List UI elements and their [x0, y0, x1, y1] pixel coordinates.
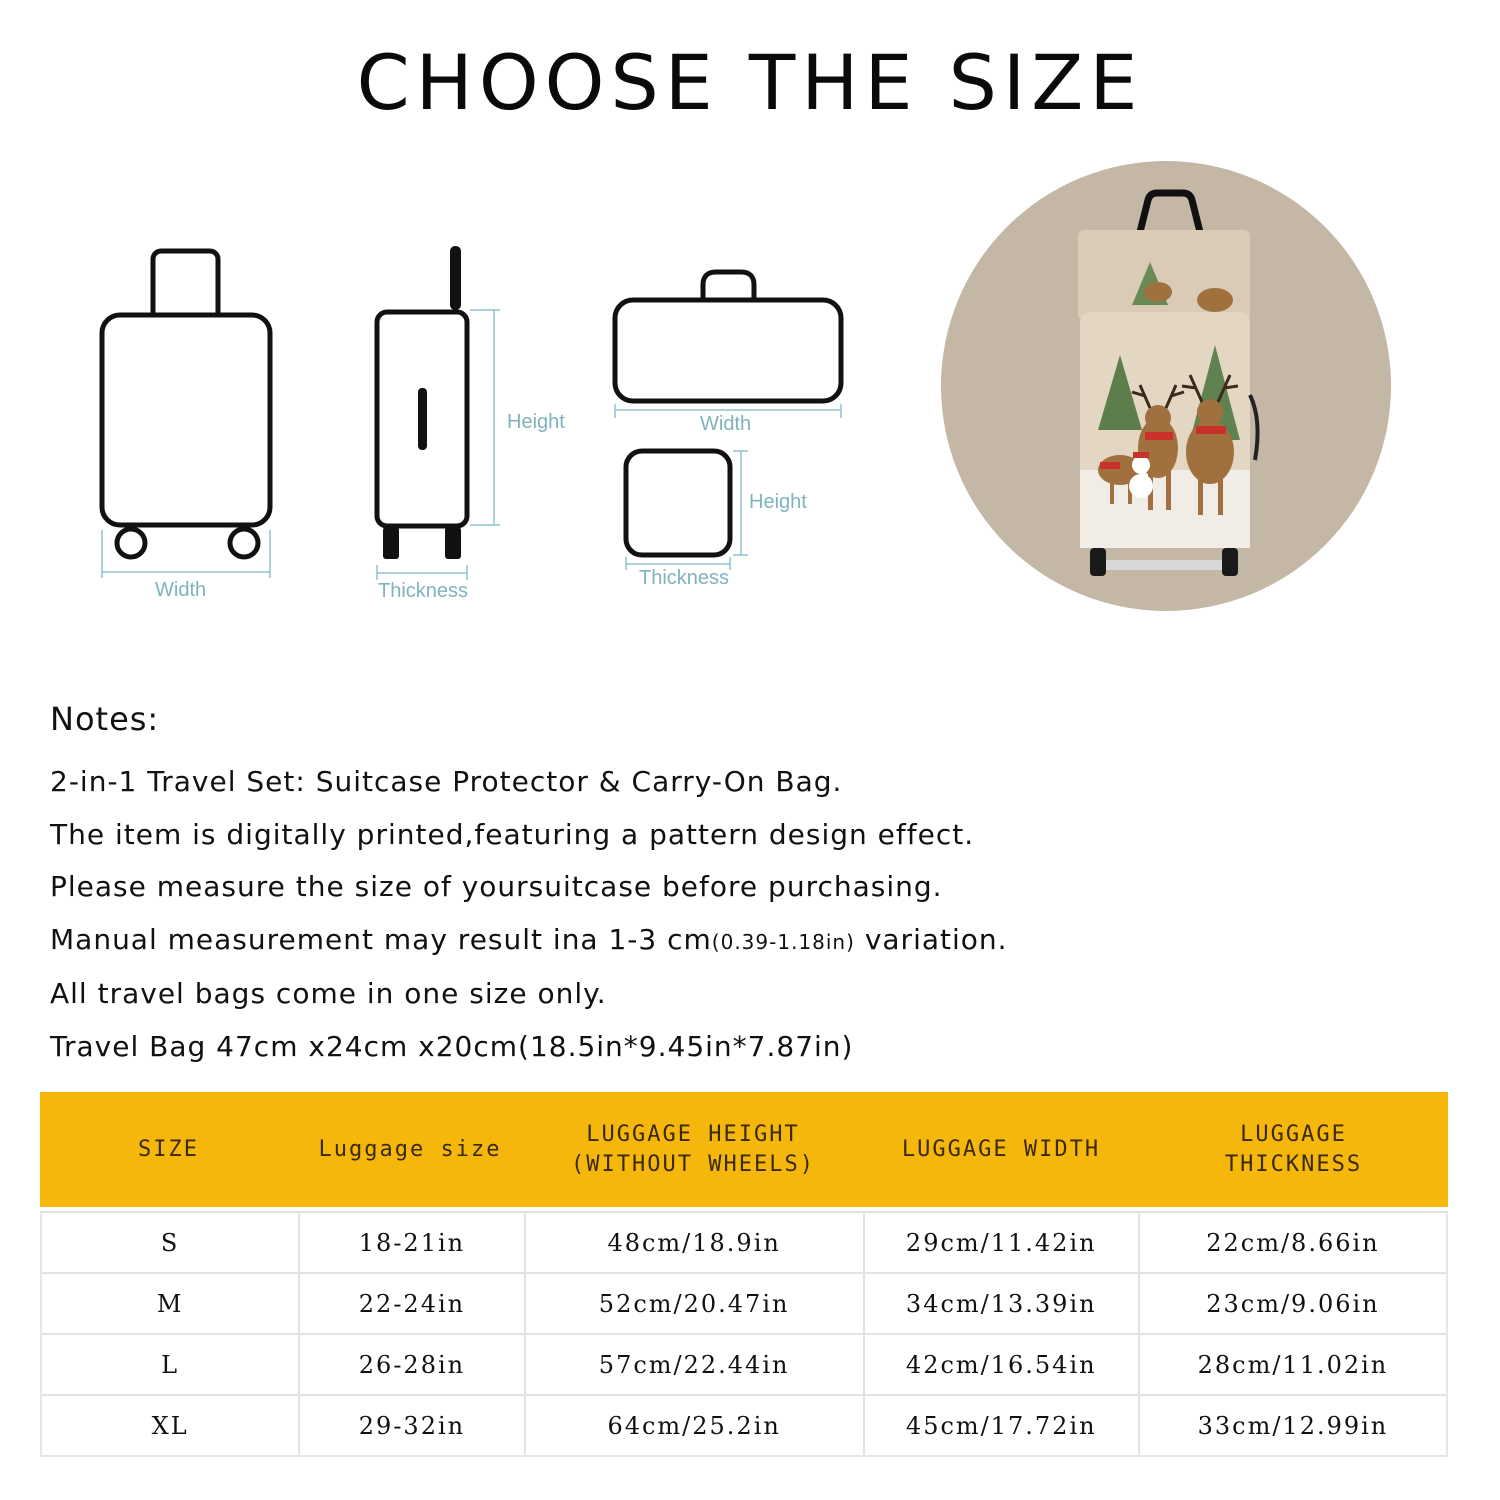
note-line-2: The item is digitally printed,featuring a pattern design effect. — [50, 817, 975, 851]
height-cell: 52cm/20.47in — [524, 1274, 863, 1333]
suitcase-height-label: Height — [507, 411, 565, 433]
note-line-4-inch-range: (0.39-1.18in) — [711, 929, 855, 954]
height-cell: 57cm/22.44in — [524, 1335, 863, 1394]
size-cell: M — [156, 1289, 184, 1318]
table-row — [42, 1394, 1446, 1455]
table-row — [42, 1211, 1446, 1272]
note-line-4-tail: variation. — [854, 922, 1008, 956]
travel-bag-top-icon — [615, 272, 841, 401]
thickness-cell: 23cm/9.06in — [1138, 1274, 1446, 1333]
note-line-5: All travel bags come in one size only. — [50, 977, 607, 1010]
bag-thickness-label: Thickness — [639, 567, 730, 589]
note-line-4 — [50, 914, 1008, 969]
header-luggage-width: LUGGAGE WIDTH — [901, 1136, 1101, 1162]
header-size: SIZE — [138, 1136, 199, 1162]
travel-bag-side-icon — [626, 451, 730, 555]
luggage-size-cell: 18-21in — [298, 1213, 523, 1272]
suitcase-thickness-label: Thickness — [378, 580, 469, 602]
header-luggage-size: Luggage size — [318, 1136, 502, 1162]
size-table-header — [40, 1092, 1448, 1207]
width-cell: 34cm/13.39in — [863, 1274, 1138, 1333]
table-row — [42, 1333, 1446, 1394]
height-cell: 64cm/25.2in — [524, 1396, 863, 1455]
width-cell: 29cm/11.42in — [863, 1213, 1138, 1272]
note-line-1: 2-in-1 Travel Set: Suitcase Protector & Carry-On Bag. — [50, 765, 843, 798]
bag-height-label: Height — [749, 491, 807, 513]
size-diagram — [0, 0, 1500, 660]
luggage-size-cell: 22-24in — [298, 1274, 523, 1333]
luggage-size-cell: 29-32in — [298, 1396, 523, 1455]
luggage-size-cell: 26-28in — [298, 1335, 523, 1394]
thickness-cell: 33cm/12.99in — [1138, 1396, 1446, 1455]
product-photo — [941, 161, 1391, 611]
size-cell: S — [160, 1228, 180, 1257]
suitcase-width-label: Width — [155, 579, 207, 601]
table-row — [42, 1272, 1446, 1333]
size-table-body — [40, 1211, 1448, 1457]
header-luggage-thickness: LUGGAGE THICKNESS — [1224, 1121, 1363, 1177]
height-cell: 48cm/18.9in — [524, 1213, 863, 1272]
thickness-cell: 22cm/8.66in — [1138, 1213, 1446, 1272]
note-line-4-main: Manual measurement may result ina 1-3 cm — [50, 922, 712, 956]
thickness-cell: 28cm/11.02in — [1138, 1335, 1446, 1394]
size-cell: XL — [151, 1411, 189, 1440]
page-title: CHOOSE THE SIZE — [356, 38, 1144, 127]
note-line-3: Please measure the size of yoursuitcase before purchasing. — [50, 870, 943, 903]
notes-title: Notes: — [50, 700, 160, 738]
note-line-6: Travel Bag 47cm x24cm x20cm(18.5in*9.45in*7.87in) — [50, 1029, 854, 1063]
size-table — [40, 1092, 1448, 1457]
suitcase-side-icon — [377, 246, 467, 559]
width-cell: 45cm/17.72in — [863, 1396, 1138, 1455]
header-luggage-height: LUGGAGE HEIGHT (WITHOUT WHEELS) — [571, 1121, 815, 1177]
width-cell: 42cm/16.54in — [863, 1335, 1138, 1394]
bag-width-label: Width — [700, 413, 752, 435]
size-cell: L — [161, 1350, 180, 1379]
suitcase-front-icon — [102, 251, 270, 557]
notes-section — [50, 700, 1008, 1073]
